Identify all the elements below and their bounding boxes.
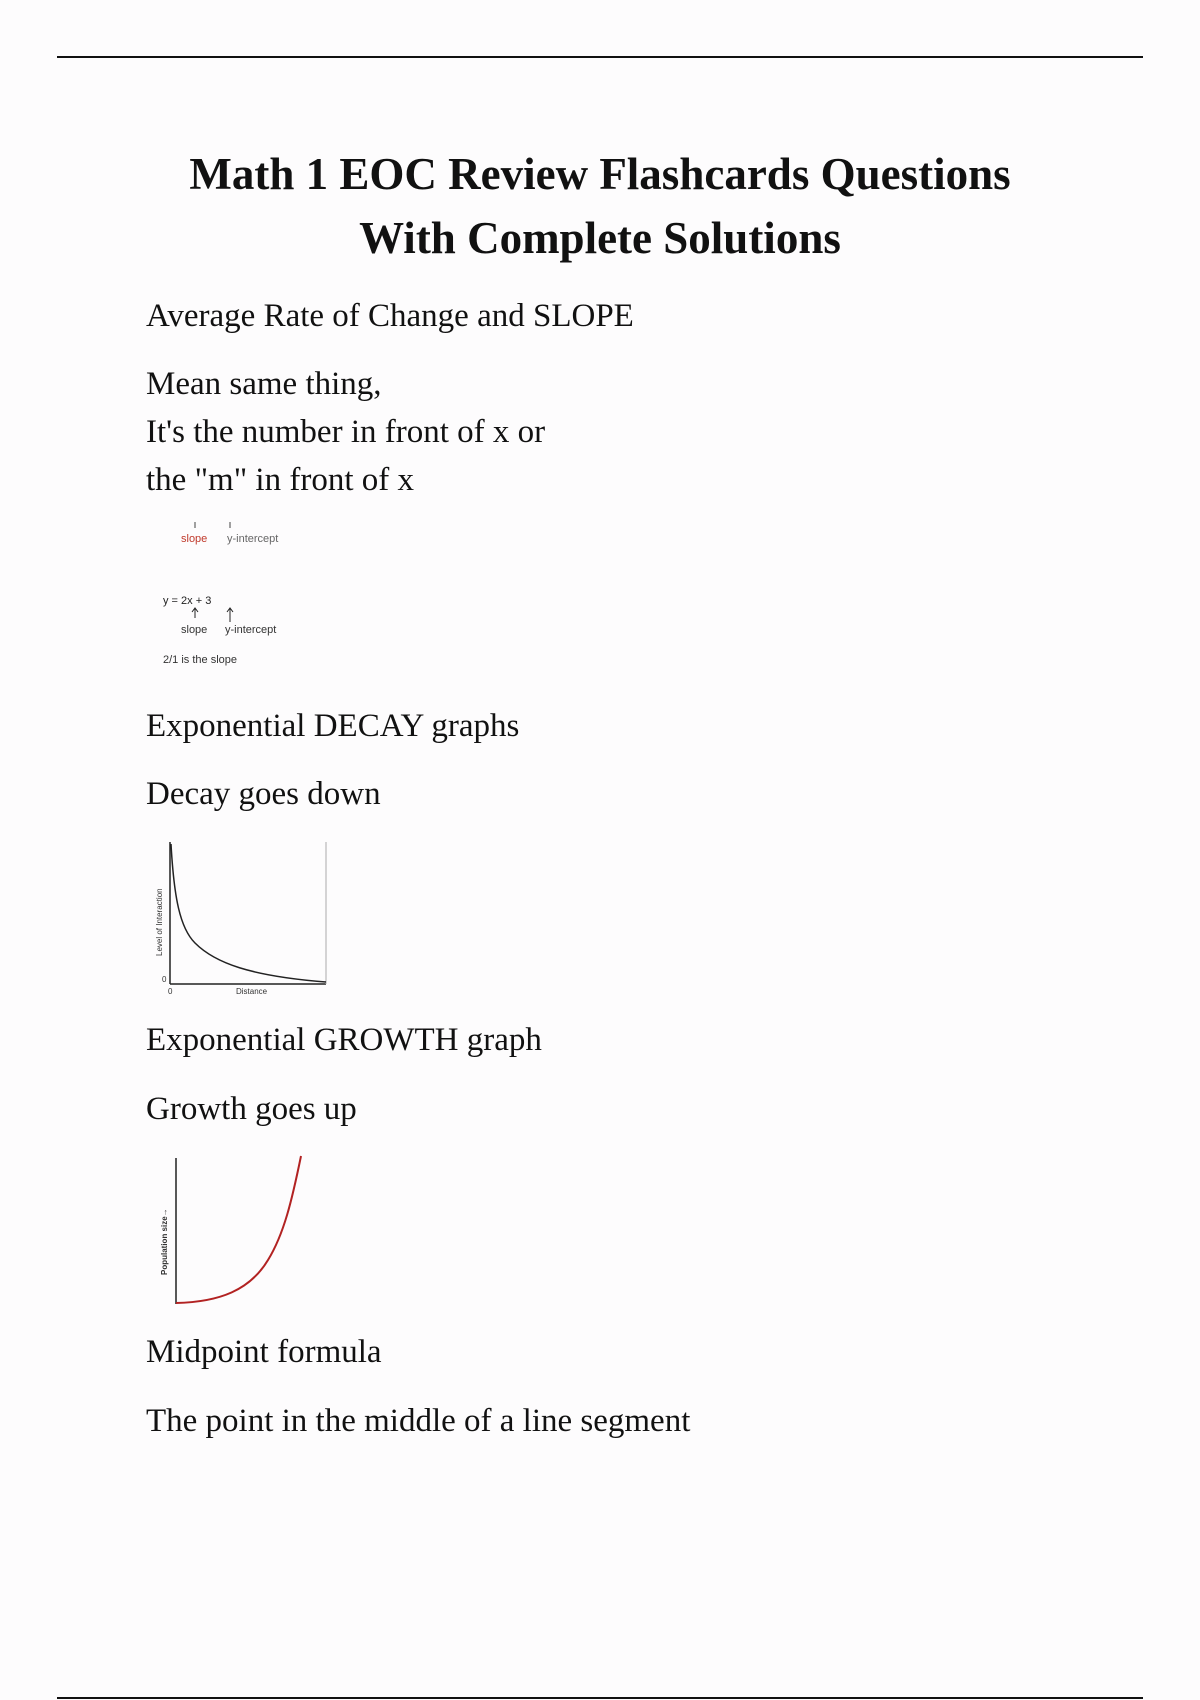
title-line-1: Math 1 EOC Review Flashcards Questions	[189, 149, 1011, 199]
card-2-answer-line-1: Decay goes down	[146, 776, 381, 812]
label-slope: slope	[181, 624, 208, 636]
card-1-answer-line-2: It's the number in front of x or	[146, 414, 546, 450]
exponential-growth-graph	[150, 1150, 310, 1310]
slope-note: 2/1 is the slope	[163, 654, 237, 666]
decay-xlabel: Distance	[236, 987, 268, 996]
card-3-question: Exponential GROWTH graph	[146, 1022, 542, 1058]
card-1-answer-line-3: the "m" in front of x	[146, 462, 414, 498]
slope-equation: y = 2x + 3	[163, 595, 212, 607]
growth-curve	[176, 1156, 301, 1303]
label-intercept: y-intercept	[225, 624, 277, 636]
exponential-decay-graph	[150, 838, 330, 998]
document-title	[0, 142, 1200, 270]
growth-ylabel: Population size→	[160, 1208, 169, 1275]
decay-ylabel: Level of Interaction	[155, 888, 164, 956]
decay-curve	[171, 844, 326, 982]
card-2-question: Exponential DECAY graphs	[146, 708, 520, 744]
card-1-answer-line-1: Mean same thing,	[146, 366, 382, 402]
title-line-2: With Complete Solutions	[359, 213, 841, 263]
label-slope-top: slope	[181, 533, 208, 545]
top-rule	[57, 56, 1143, 58]
card-4-question: Midpoint formula	[146, 1334, 382, 1370]
label-intercept-top: y-intercept	[227, 533, 279, 545]
decay-origin-y: 0	[162, 975, 167, 984]
slope-intercept-figure	[155, 520, 305, 670]
card-4-answer-line-1: The point in the middle of a line segment	[146, 1403, 691, 1439]
decay-origin-x: 0	[168, 987, 173, 996]
bottom-rule	[57, 1697, 1143, 1699]
card-3-answer-line-1: Growth goes up	[146, 1091, 357, 1127]
card-1-question: Average Rate of Change and SLOPE	[146, 298, 634, 334]
